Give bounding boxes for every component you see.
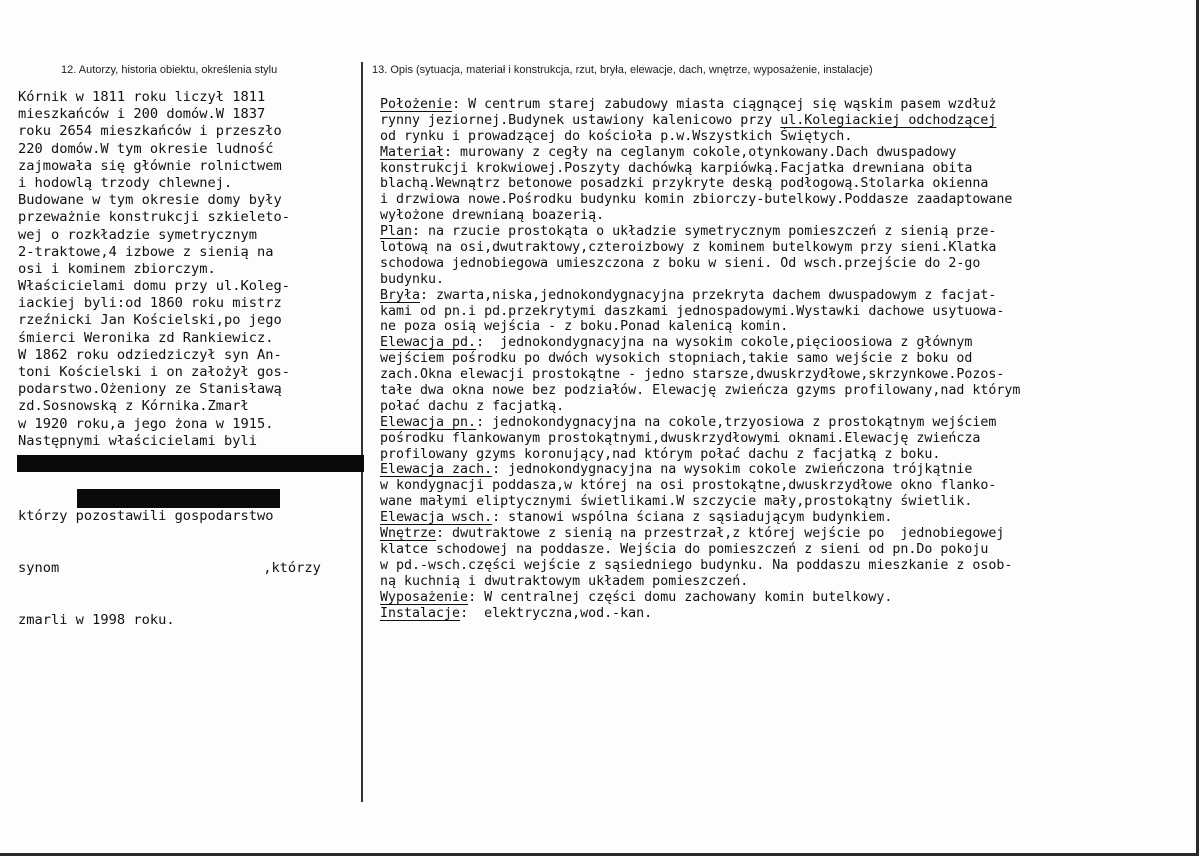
description-line (380, 399, 1020, 415)
redaction-bar (77, 489, 280, 508)
history-line: zd.Sosnowską z Kórnika.Zmarł (18, 398, 249, 415)
description-line (380, 542, 1020, 558)
description-line (380, 304, 1020, 320)
section-header-description: 13. Opis (sytuacja, materiał i konstrukcja, rzut, bryła, elewacje, dach, wnętrze, wyposażenie, instalacje) (372, 64, 873, 76)
description-line-text: blachą.Wewnątrz betonowe posadzki przykryte deską podłogową.Stolarka okienna (380, 176, 989, 192)
description-line-text: : zwarta,niska,jednokondygnacyjna przekryta dachem dwuspadowym z facjat- (420, 287, 997, 303)
description-line (380, 494, 1020, 510)
description-line (380, 415, 1020, 431)
history-line: Kórnik w 1811 roku liczył 1811 (18, 89, 266, 105)
description-line (380, 478, 1020, 494)
street-reference: ul.Kolegiackiej odchodzącej (780, 112, 997, 128)
history-line: zajmowała się głównie rolnictwem (18, 157, 282, 174)
section-label: Wyposażenie (380, 589, 469, 605)
description-line (380, 558, 1020, 574)
history-line: 2-traktowe,4 izbowe z sienią na (18, 243, 274, 260)
description-line (380, 447, 1020, 463)
description-line-text: konstrukcji krokwiowej.Poszyty dachówką karpiówką.Facjatka drewniana obita (380, 160, 973, 176)
description-line (380, 335, 1020, 351)
history-line: iackiej byli:od 1860 roku mistrz (18, 295, 282, 312)
description-line (380, 431, 1020, 447)
history-line: toni Kościelski i on założył gos- (18, 364, 290, 380)
description-line (380, 224, 1020, 240)
description-line (380, 208, 1020, 224)
description-line-text: : jednokondygnacyjna na wysokim cokole,pięcioosiowa z głównym (476, 335, 973, 351)
description-line-text: : W centralnej części domu zachowany komin butelkowy. (468, 589, 893, 605)
section-label: Bryła (380, 287, 421, 303)
description-line-text: : elektryczna,wod.-kan. (460, 605, 653, 621)
column-divider (361, 62, 363, 802)
description-line (380, 113, 1020, 129)
description-line-text: schodowa jednobiegowa umieszczona z boku w sieni. Od wsch.przejście do 2-go (380, 255, 981, 271)
description-line (380, 288, 1020, 304)
description-line-text: od rynku i prowadzącej do kościoła p.w.Wszystkich Świętych. (380, 128, 853, 144)
history-line (18, 560, 321, 577)
description-line-text: profilowany gzyms koronujący,nad którym połać dachu z facjatką z boku. (380, 446, 941, 462)
section-label: Położenie (380, 97, 453, 112)
description-line-text: : jednokondygnacyjna na wysokim cokole zwieńczona trójkątnie (492, 462, 973, 478)
description-line (380, 145, 1020, 161)
redaction-bar (17, 455, 364, 472)
description-line-text: : murowany z cegły na ceglanym cokole,otynkowany.Dach dwuspadowy (444, 144, 957, 160)
description-line-text: : na rzucie prostokąta o układzie symetrycznym pomieszczeń z sienią prze- (412, 224, 997, 240)
history-line: roku 2654 mieszkańców i przeszło (18, 123, 282, 140)
description-line-text: kami od pn.i pd.przekrytymi daszkami jednospadowymi.Wystawki dachowe usytuowa- (380, 303, 1005, 319)
description-line-text: w kondygnacji poddasza,w której na osi prostokątne,dwuskrzydłowe okno flanko- (380, 478, 997, 494)
section-header-authors-history: 12. Autorzy, historia obiektu, określenia stylu (61, 64, 278, 76)
section-label: Materiał (380, 144, 445, 160)
description-line-text: rynny jeziornej.Budynek ustawiony kalenicowo przy (380, 112, 781, 128)
description-line (380, 97, 1020, 113)
description-line-text: budynku. (380, 271, 445, 287)
section-label: Instalacje (380, 605, 461, 621)
description-line (380, 129, 1020, 145)
description-line (380, 161, 1020, 177)
history-line-end: ,którzy (263, 560, 321, 576)
description-line-text: wejściem pośrodku po dwóch wysokich stopniach,takie samo wejście z boku od (380, 351, 973, 367)
section-label: Elewacja wsch. (380, 510, 493, 526)
description-line (380, 606, 1020, 622)
description-line-text: i drzwiowa nowe.Pośrodku budynku komin zbiorczy-butelkowy.Poddasze zaadaptowane (380, 192, 1013, 208)
description-line (380, 590, 1020, 606)
history-line: 220 domów.W tym okresie ludność (18, 140, 274, 157)
description-line (380, 574, 1020, 590)
description-line (380, 272, 1020, 288)
history-line: w 1920 roku,a jego żona w 1915. (18, 415, 274, 432)
description-line-text: ne poza osią wejścia - z boku.Ponad kalenicą komin. (380, 319, 789, 335)
description-line-text: zach.Okna elewacji prostokątne - jedno starsze,dwuskrzydłowe,skrzynkowe.Pozos- (380, 367, 1005, 383)
history-line: i hodowlą trzody chlewnej. (18, 174, 233, 191)
history-line: Budowane w tym okresie domy były (18, 192, 282, 209)
section-label: Plan (380, 224, 413, 240)
description-line-text: tałe dwa okna nowe bez podziałów. Elewację zwieńcza gzyms profilowany,nad którym (380, 383, 1021, 399)
description-line-text: : jednokondygnacyjna na cokole,trzyosiowa z prostokątnym wejściem (476, 414, 997, 430)
description-line-text: w pd.-wsch.części wejście z sąsiedniego budynku. Na poddaszu mieszkanie z osob- (380, 557, 1013, 573)
description-line (380, 192, 1020, 208)
history-line: zmarli w 1998 roku. (18, 611, 175, 628)
history-line: Właścicielami domu przy ul.Koleg- (18, 278, 290, 295)
description-line (380, 176, 1020, 192)
history-line: mieszkańców i 200 domów.W 1837 (18, 106, 266, 123)
description-line (380, 526, 1020, 542)
description-line-text: klatce schodowej na poddasze. Wejścia do pomieszczeń z sieni od pn.Do pokoju (380, 541, 989, 557)
description-line (380, 462, 1020, 478)
description-line-text: połać dachu z facjatką. (380, 398, 565, 414)
description-line (380, 510, 1020, 526)
description-line (380, 256, 1020, 272)
section-label: Elewacja pn. (380, 414, 477, 430)
description-line (380, 240, 1020, 256)
section-label: Wnętrze (380, 526, 437, 542)
description-line-text: wane małymi eliptycznymi świetlikami.W szczycie mały,prostokątny świetlik. (380, 494, 973, 510)
history-line: Następnymi właścicielami byli (18, 432, 257, 449)
history-line: którzy pozostawili gospodarstwo (18, 508, 274, 525)
description-text (380, 97, 1020, 621)
history-text (18, 89, 290, 450)
section-label: Elewacja zach. (380, 462, 493, 478)
history-line: śmierci Weronika zd Rankiewicz. (18, 329, 274, 346)
description-line-text: pośrodku flankowanym prostokątnymi,dwuskrzydłowymi oknami.Elewację zwieńcza (380, 430, 981, 446)
description-line-text: : W centrum starej zabudowy miasta ciągnącej się wąskim pasem wzdłuż (452, 97, 997, 112)
description-line-text: wyłożone drewnianą boazerią. (380, 208, 605, 224)
description-line-text: lotową na osi,dwutraktowy,czteroizbowy z kominem butelkowym przy sieni.Klatka (380, 240, 997, 256)
description-line (380, 351, 1020, 367)
history-line-start: synom (18, 560, 60, 576)
history-line: wej o rozkładzie symetrycznym (18, 226, 257, 243)
description-line (380, 367, 1020, 383)
section-label: Elewacja pd. (380, 335, 477, 351)
history-line: W 1862 roku odziedziczył syn An- (18, 346, 282, 363)
description-line (380, 319, 1020, 335)
history-line: osi i kominem zbiorczym. (18, 260, 216, 277)
history-line: rzeźnicki Jan Kościelski,po jego (18, 312, 282, 329)
description-line-text: : dwutraktowe z sienią na przestrzał,z której wejście po jednobiegowej (436, 526, 1005, 542)
history-line: przeważnie konstrukcji szkieleto- (18, 209, 290, 226)
description-line (380, 383, 1020, 399)
description-line-text: : stanowi wspólna ściana z sąsiadującym budynkiem. (492, 510, 893, 526)
description-line-text: ną kuchnią i dwutraktowym układem pomieszczeń. (380, 573, 749, 589)
history-line: podarstwo.Ożeniony ze Stanisławą (18, 381, 282, 398)
